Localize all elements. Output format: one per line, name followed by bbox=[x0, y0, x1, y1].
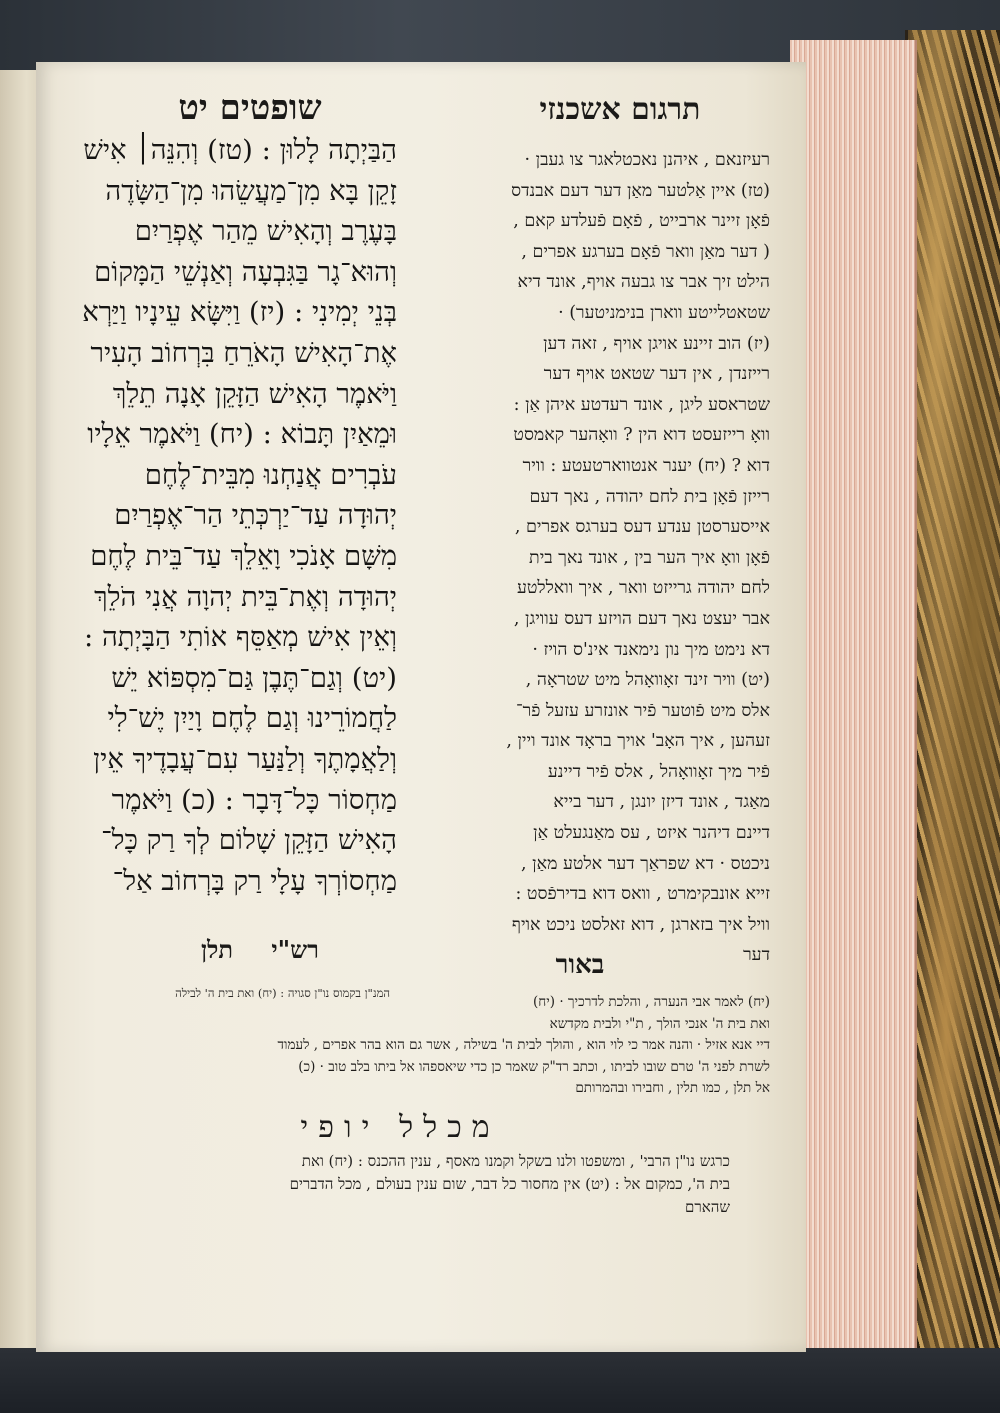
translation-line: וויל איך בזארגן , דוא זאלסט ניכט אויף bbox=[511, 914, 770, 935]
scripture-line: וַיֹּאמֶר הָאִישׁ הַזָּקֵן אָנָה תֵלֵךְ bbox=[112, 377, 397, 410]
translation-line: אלס מיט פֿוטער פֿיר אונזרע עזעל פֿר־ bbox=[515, 700, 770, 721]
mikhlol-line: שהארם bbox=[685, 1198, 730, 1216]
rashi-heading: רש"י תלן bbox=[201, 935, 319, 964]
scripture-line: לַחֲמוֹרֵינוּ וְגַם לֶחֶם וָיַיִן יֶשׁ־לִי bbox=[107, 702, 397, 735]
biur-line: דיי אנא אזיל · והנה אמר כי לוי הוא , והולך לבית ה' בשילה , אשר גם הוא בהר אפרים , לעמוד bbox=[277, 1037, 770, 1053]
translation-column bbox=[405, 145, 770, 971]
rashi-note: המנ"ן בקמוס נו"ן סגויה : (יח) ואת בית ה' לבילה bbox=[175, 986, 390, 1000]
scripture-line: וְלַאֲמָתֶךָ וְלַנַּעַר עִם־עֲבָדֶיךָ אֵין bbox=[93, 742, 397, 775]
biur-line: ואת בית ה' אנכי הולך , ת"י ולבית מקדשא bbox=[549, 1015, 770, 1032]
translation-line: פֿאָן זיינר ארבייט , פֿאָם פֿעלדע קאם , bbox=[513, 211, 770, 232]
translation-line: הילט זיך אבר צו גבעה אויף, אונד דיא bbox=[517, 272, 770, 293]
translation-line: רעיזנאם , איהנן נאכטלאגר צו געבן · bbox=[524, 150, 770, 170]
cover-bottom bbox=[0, 1348, 1000, 1413]
scripture-line: הָאִישׁ הַזָּקֵן שָׁלוֹם לְךָ רַק כָּל־ bbox=[101, 824, 397, 857]
translation-line: אבר יעצט נאך דעם הויזע דעס עוויגן , bbox=[513, 608, 770, 629]
scripture-line: מַחְסוֹרְךָ עָלָי רַק בָּרְחוֹב אַל־ bbox=[112, 864, 397, 897]
translation-line: שטראסע ליגן , אונד רעדטע איהן אַן : bbox=[513, 394, 770, 415]
scripture-line: מַחְסוֹר כָּל־דָּבָר : (כ) וַיֹּאמֶר bbox=[111, 783, 397, 816]
scripture-column bbox=[52, 130, 397, 901]
translation-line: ניכטס · דא שפראַך דער אלטע מאַן , bbox=[520, 853, 770, 874]
scripture-line: (יט) וְגַם־תֶּבֶן גַּם־מִסְפּוֹא יֵשׁ bbox=[111, 661, 397, 694]
biur-line: לשרת לפני ה' טרם שובו לביתו , וכתב רד"ק שאמר כן כדי שיאספהו אל ביתו בלב טוב · (כ) bbox=[298, 1058, 770, 1075]
biur-commentary bbox=[40, 992, 770, 1100]
scripture-line: יְהוּדָה וְאֶת־בֵּית יְהוָה אֲנִי הֹלֵךְ bbox=[94, 580, 397, 613]
translation-line: לחם יהודה גרייזט וואר , איך וואללטע bbox=[516, 578, 770, 599]
translation-line: אייסערסטן ענדע דעס בערגס אפרים , bbox=[514, 517, 770, 538]
translation-line: (יז) הוב זיינע אויגן אויף , זאה דען bbox=[543, 333, 770, 354]
translation-line: שטאטלייטע ווארן בנימניטער) · bbox=[558, 302, 770, 323]
translation-line: פֿיר מיך זאָוואָהל , אלס פֿיר דיינע bbox=[547, 761, 770, 782]
mikhlol-line: כרגש נו"ן הרבי' , ומשפטו ולנו בשקל וקמנו מאסף , ענין ההכנס : (יח) ואת bbox=[301, 1152, 730, 1170]
scripture-line: בְּנֵי יְמִינִי : (יז) וַיִּשָּׂא עֵינָיו וַיַּרְא bbox=[82, 296, 397, 329]
scripture-line: וּמֵאַיִן תָּבוֹא : (יח) וַיֹּאמֶר אֵלָיו bbox=[87, 418, 397, 451]
translation-line: דא נימט מיך נון נימאנד אינ'ס הויז · bbox=[532, 639, 770, 660]
scripture-line: מִשָּׁם אָנֹכִי וָאֵלֵךְ עַד־בֵּית לֶחֶם bbox=[90, 539, 397, 572]
scripture-line: זָקֵן בָּא מִן־מַעֲשֵׂהוּ מִן־הַשָּׂדֶה bbox=[105, 174, 397, 207]
translation-line: זייא אונבקימרט , וואס דוא בדירפֿסט : bbox=[515, 884, 770, 905]
translation-line: פֿאָן וואָ איך הער בין , אונד נאך בית bbox=[529, 547, 770, 568]
scripture-line: אֶת־הָאִישׁ הָאֹרֵחַ בִּרְחוֹב הָעִיר bbox=[90, 336, 397, 369]
scripture-line: וְאֵין אִישׁ מְאַסֵּף אוֹתִי הַבָּיְתָה : bbox=[83, 621, 397, 654]
translation-line: (יט) וויר זינד זאָוואָהל מיט שטראָה , bbox=[525, 670, 770, 691]
scripture-line: בָּעֶרֶב וְהָאִישׁ מֵהַר אֶפְרַיִם bbox=[134, 215, 397, 248]
translation-line: רייזן פֿאָן בית לחם יהודה , נאך דעם bbox=[529, 486, 770, 507]
translation-line: וואָ רייזעסט דוא הין ? וואָהער קאמסט bbox=[513, 425, 770, 446]
translation-line: דער bbox=[743, 945, 770, 966]
translation-line: רייזנדן , אין דער שטאט אויף דער bbox=[543, 364, 770, 385]
scripture-line: הַבַּיְתָה לָלוּן : (טז) וְהִנֵּה׀ אִישׁ bbox=[83, 134, 397, 166]
mikhlol-line: בית ה', כמקום אל : (יט) אין מחסור כל דבר, שום ענין בעולם , מכל הדברים bbox=[289, 1175, 730, 1193]
scripture-line: עֹבְרִים אֲנַחְנוּ מִבֵּית־לֶחֶם bbox=[144, 458, 397, 491]
translation-line: דיינם דיהנר איזט , עס מאַנגעלט אַן bbox=[533, 823, 770, 844]
running-head-translation: תרגום אשכנזי bbox=[539, 92, 701, 127]
page-stack-edge bbox=[790, 40, 917, 1355]
translation-line: זעהען , איך האָב' אויך בראָד אונד ויין , bbox=[506, 731, 770, 752]
biur-heading: באור bbox=[555, 950, 605, 980]
marbled-cover-edge bbox=[905, 30, 1000, 1360]
translation-line: דוא ? (יח) יענר אנטווארטעטע : וויר bbox=[522, 455, 770, 476]
mikhlol-commentary bbox=[40, 1150, 730, 1219]
biur-line: (יח) לאמר אבי הנערה , והלכת לדרכיך · (יח) bbox=[532, 994, 770, 1010]
translation-line: (טז) איין אַלטער מאַן דער דעם אבנדס bbox=[511, 180, 770, 201]
scripture-line: יְהוּדָה עַד־יַרְכְּתֵי הַר־אֶפְרַיִם bbox=[114, 499, 397, 532]
translation-line: ( דער מאַן וואר פֿאָם בערגע אפרים , bbox=[521, 241, 770, 262]
translation-line: מאַגד , אונד דיזן יונגן , דער בייא bbox=[553, 792, 770, 813]
scripture-line: וְהוּא־גָר בַּגִּבְעָה וְאַנְשֵׁי הַמָּקוֹם bbox=[94, 255, 397, 288]
mikhlol-heading: מכלל יופי bbox=[300, 1110, 500, 1145]
biur-line: אל תלן , כמו תלין , וחבירו ובהמרותם bbox=[575, 1080, 770, 1096]
running-head-book-chapter: שופטים יט bbox=[178, 88, 322, 128]
